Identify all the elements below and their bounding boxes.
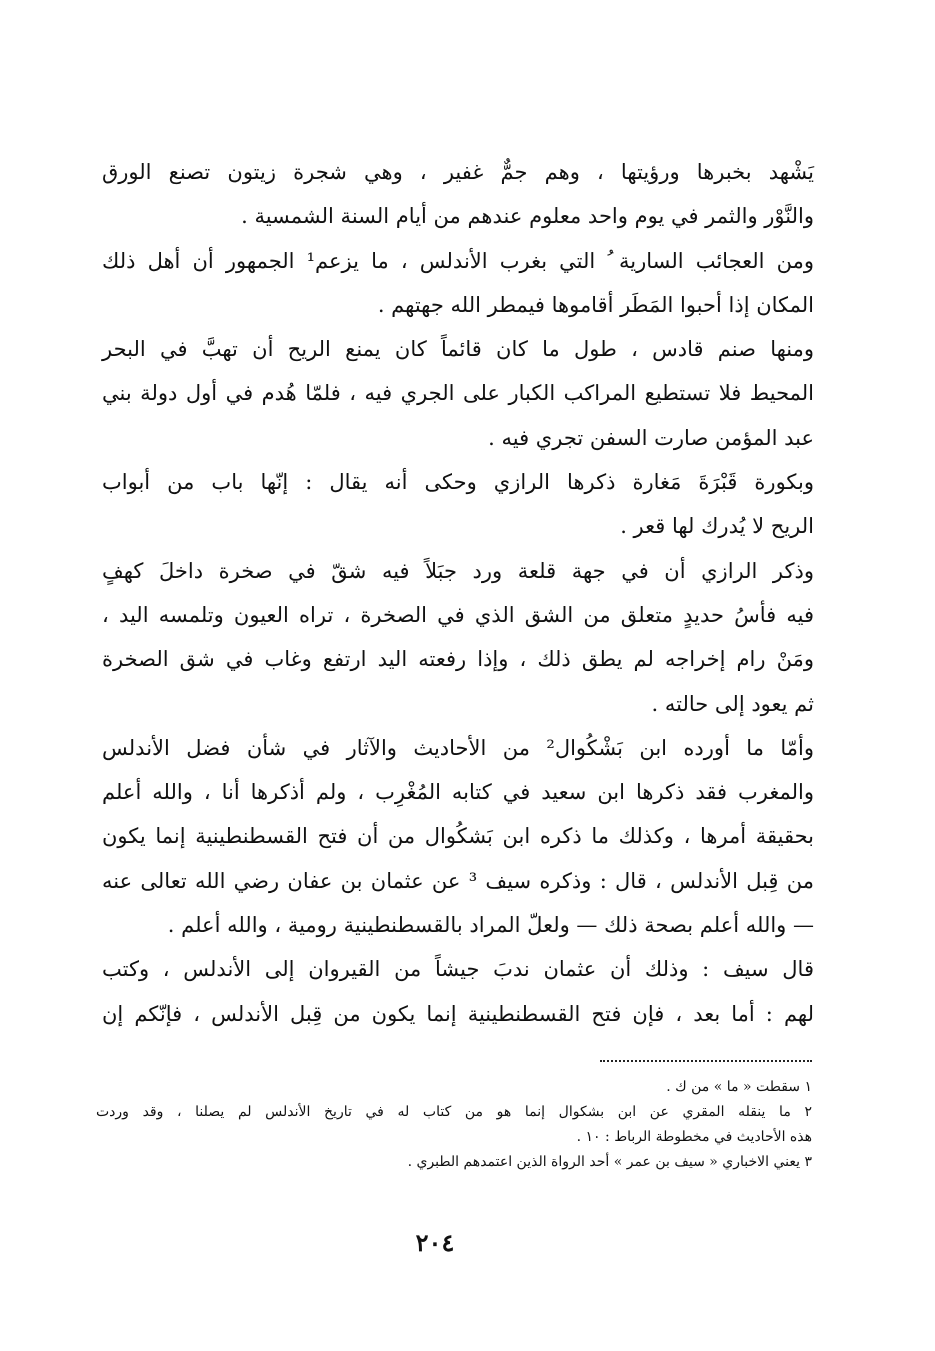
page-number: ٢٠٤ xyxy=(415,1228,455,1257)
footnote: ٢ ما ينقله المقري عن ابن بشكوال إنما هو من كتاب له في تاريخ الأندلس لم يصلنا ، وقد وردت xyxy=(96,1104,812,1120)
text-line: قال سيف : وذلك أن عثمان ندبَ جيشاً من القيروان إلى الأندلس ، وكتب xyxy=(102,957,814,982)
text-line: المحيط فلا تستطيع المراكب الكبار على الجري فيه ، فلمّا هُدم في أول دولة بني xyxy=(102,381,814,406)
main-text xyxy=(102,150,814,1036)
footnote: ٣ يعني الاخباري « سيف بن عمر » أحد الرواة الذين اعتمدهم الطبري . xyxy=(407,1154,812,1170)
text-line: بحقيقة أمرها ، وكذلك ما ذكره ابن بَشكُوال من أن فتح القسطنطينية إنما يكون xyxy=(102,824,814,849)
text-line: المكان إذا أحبوا المَطَر أقاموها فيمطر الله جهتهم . xyxy=(377,292,814,317)
text-line: ثم يعود إلى حالته . xyxy=(651,691,814,716)
text-line: ومن العجائب السارية ُ التي بغرب الأندلس ، ما يزعم¹ الجمهور أن أهل ذلك xyxy=(102,248,814,273)
text-line: الريح لا يُدرك لها قعر . xyxy=(620,514,814,539)
text-line: — والله أعلم بصحة ذلك — ولعلّ المراد بالقسطنطينية رومية ، والله أعلم . xyxy=(167,913,814,938)
text-line: عبد المؤمن صارت السفن تجري فيه . xyxy=(488,425,814,450)
text-line: ومنها صنم قادس ، طول ما كان قائماً كان يمنع الريح أن تهبَّ في البحر xyxy=(102,337,814,362)
footnotes xyxy=(96,1075,812,1175)
text-line: يَشْهد بخبرها ورؤيتها ، وهم جمٌّ غفير ، وهي شجرة زيتون تصنع الورق xyxy=(102,160,814,184)
text-line: وأمّا ما أورده ابن بَشْكُوال² من الأحاديث والآثار في شأن فضل الأندلس xyxy=(102,735,814,760)
text-line: والنَّوْر والثمر في يوم واحد معلوم عندهم من أيام السنة الشمسية . xyxy=(241,204,814,229)
footnote-continuation: هذه الأحاديث في مخطوطة الرباط : ١٠ . xyxy=(576,1129,812,1145)
text-line: والمغرب فقد ذكرها ابن سعيد في كتابه المُغْرِب ، ولم أذكرها أنا ، والله أعلم xyxy=(102,780,814,805)
footnote-divider xyxy=(600,1060,812,1062)
text-line: لهم : أما بعد ، فإن فتح القسطنطينية إنما يكون من قِبل الأندلس ، فإنّكم إن xyxy=(102,1001,814,1026)
text-line: ومَنْ رام إخراجه لم يطق ذلك ، وإذا رفعته اليد ارتفع وغاب في شق الصخرة xyxy=(102,647,814,672)
text-line: من قِبل الأندلس ، قال : وذكره سيف ³ عن عثمان بن عفان رضي الله تعالى عنه xyxy=(102,868,814,893)
text-line: وبكورة قَبْرَةَ مَغارة ذكرها الرازي وحكى أنه يقال : إنّها باب من أبواب xyxy=(102,470,814,495)
text-line: وذكر الرازي أن في جهة قلعة ورد جبَلاً فيه شقّ في صخرة داخلَ كهفٍ xyxy=(102,558,814,583)
text-line: فيه فأسُ حديدٍ متعلق من الشق الذي في الصخرة ، تراه العيون وتلمسه اليد ، xyxy=(102,602,814,627)
footnote: ١ سقطت « ما » من ك . xyxy=(666,1079,812,1095)
